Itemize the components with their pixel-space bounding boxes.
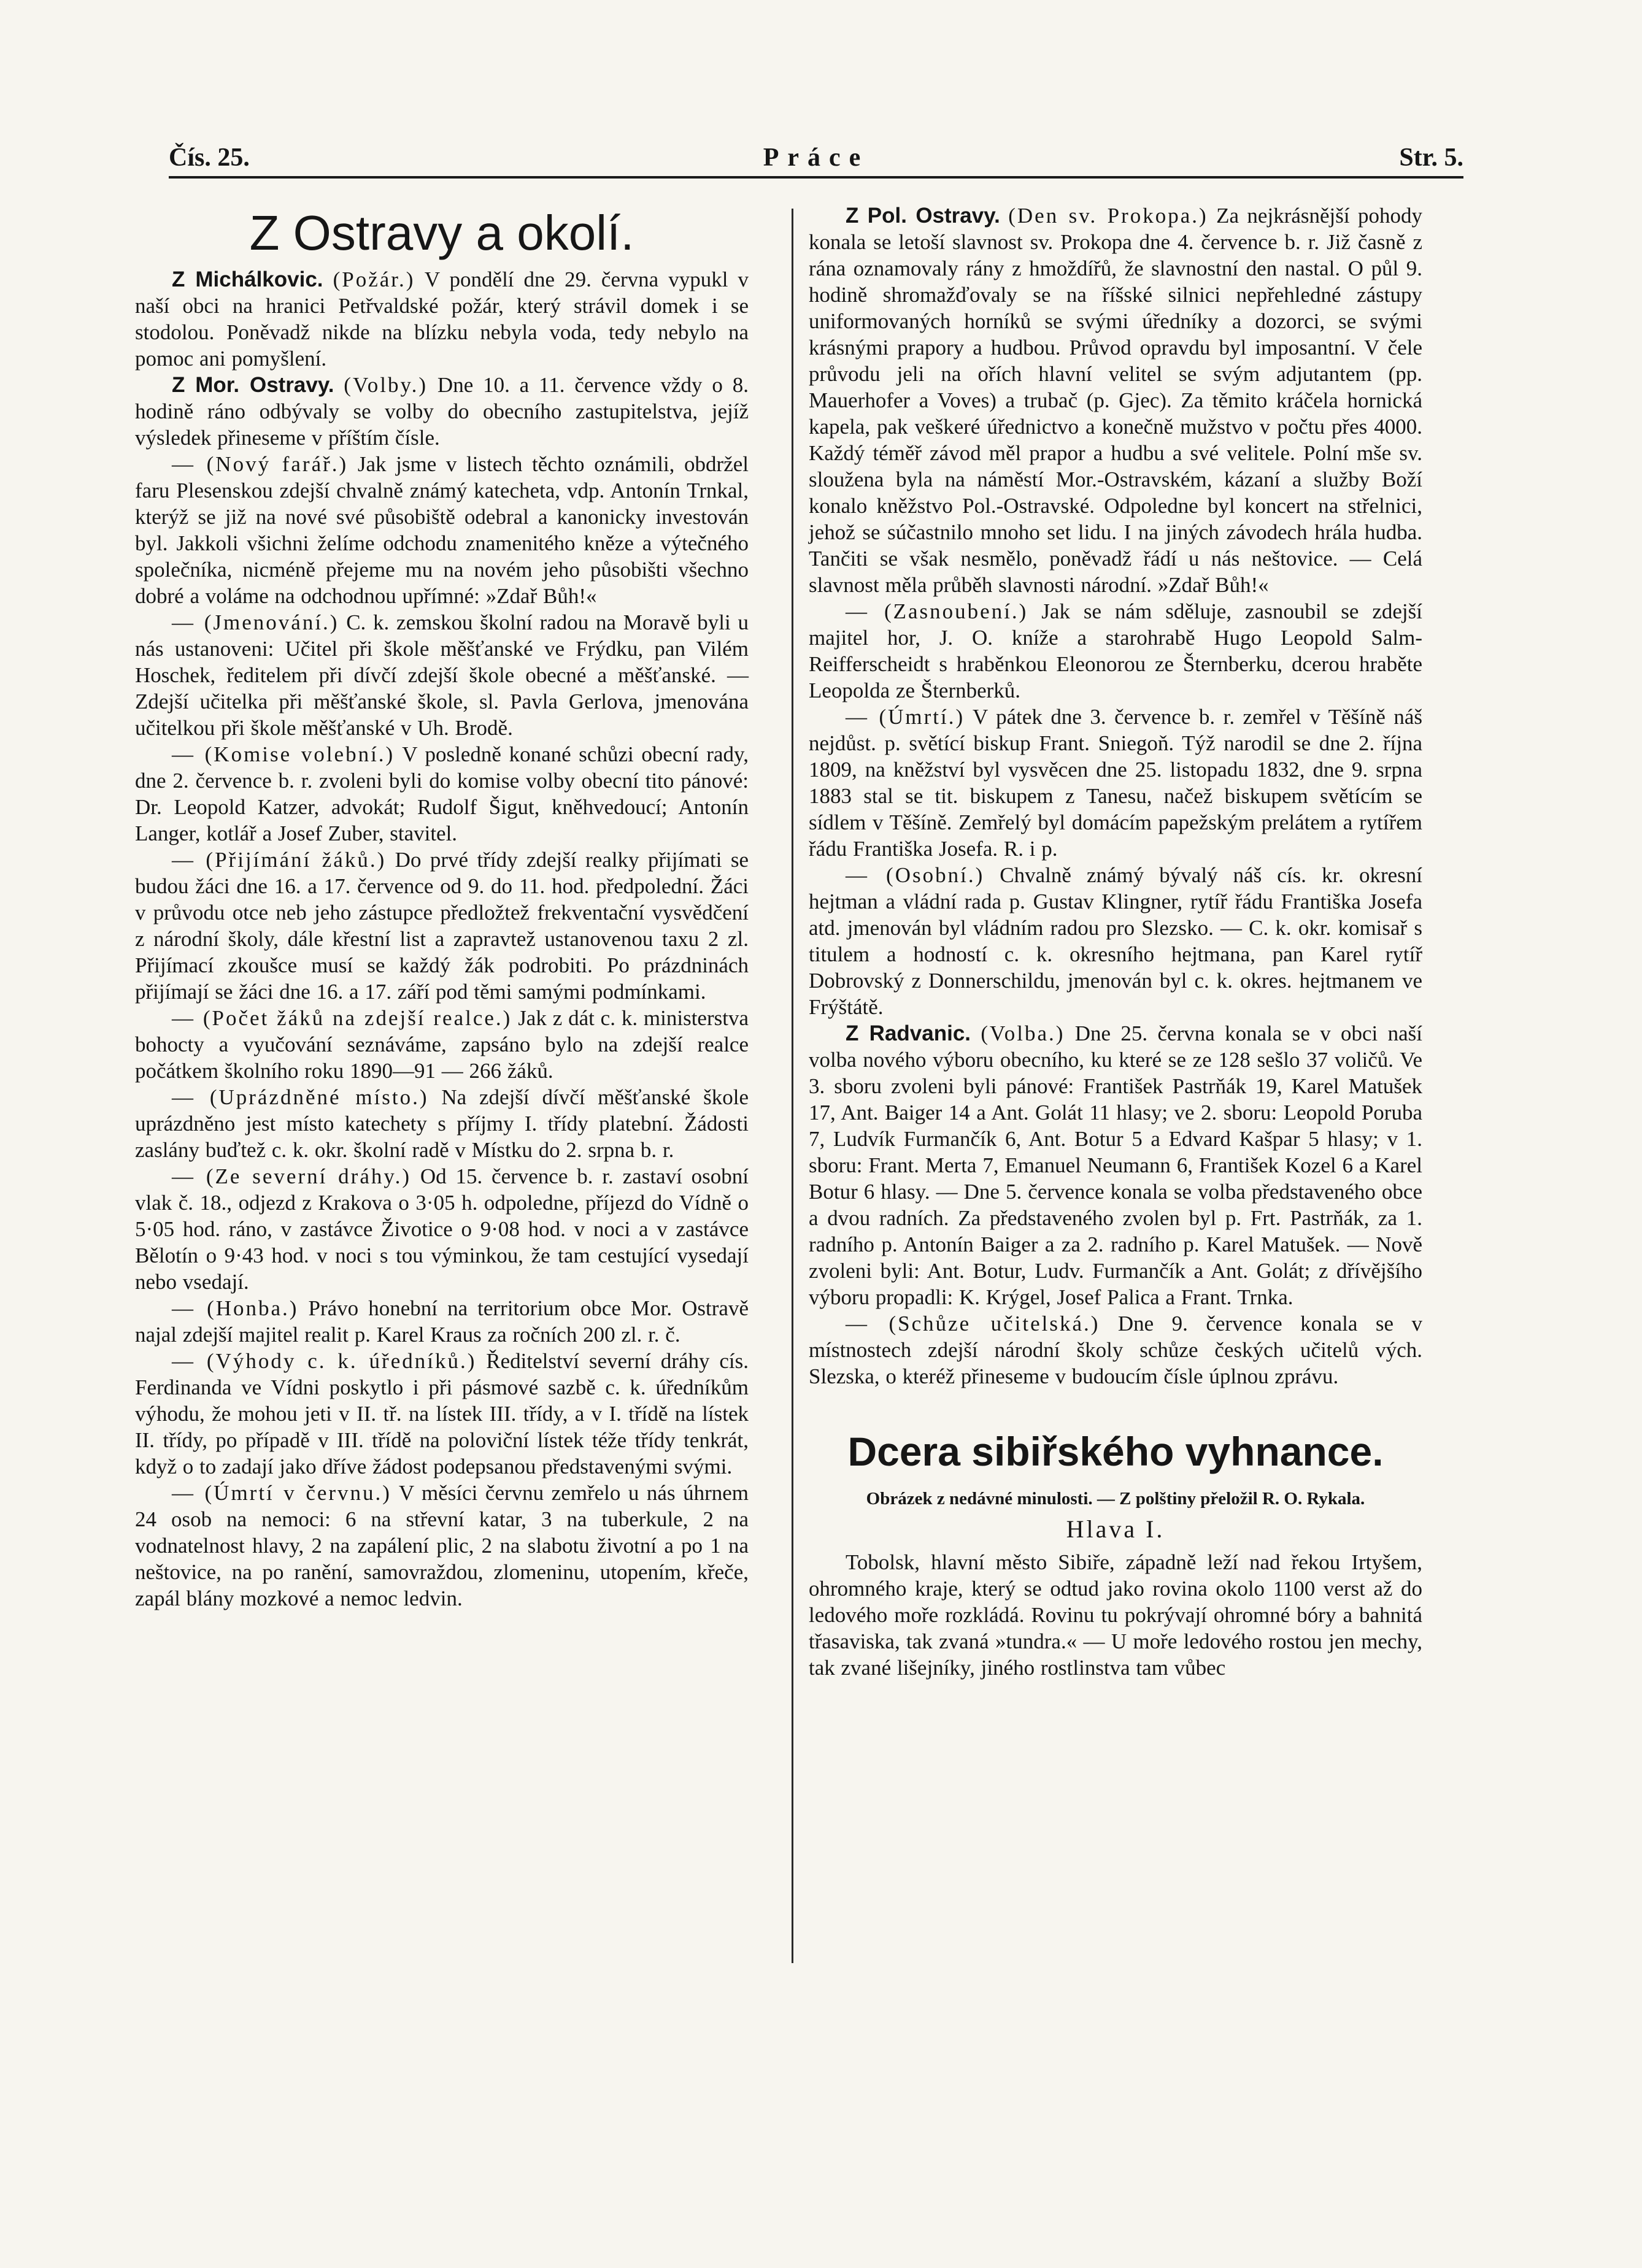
item-topic: — (Komise volební.)	[172, 742, 395, 766]
item-text: Právo honební na territorium obce Mor. Ostravě najal zdejší majitel realit p. Karel Kraus za ročních 200 zl. r. č.	[135, 1296, 749, 1347]
story-byline: Obrázek z nedávné minulosti. — Z polštiny přeložil R. O. Rykala.	[866, 1489, 1365, 1509]
item-topic: — (Nový farář.)	[172, 452, 349, 476]
item-text: Na zdejší dívčí měšťanské škole uprázdněno jest místo katechety s příjmy I. třídy platební. Žádosti zaslány buďtež c. k. okr. školní radě v Místku do 2. srpna b. r.	[135, 1085, 749, 1162]
news-item	[135, 266, 749, 372]
item-topic: (Požár.)	[333, 267, 415, 291]
left-column	[135, 202, 749, 1612]
item-topic: — (Počet žáků na zdejší realce.)	[172, 1006, 512, 1030]
item-topic: — (Úmrtí v červnu.)	[172, 1481, 391, 1505]
news-item	[135, 1480, 749, 1612]
news-item	[135, 372, 749, 451]
news-item	[135, 1005, 749, 1084]
issue-number: Čís. 25.	[169, 144, 250, 172]
item-heading: Z Michálkovic.	[172, 267, 323, 291]
item-topic: — (Osobní.)	[846, 863, 985, 887]
page-header	[169, 138, 1463, 179]
item-text: Jak jsme v listech těchto oznámili, obdržel faru Plesenskou zdejší chvalně známý katecheta, vdp. Antonín Trnkal, kterýž se již na nové své působiště odebral a kanonicky investován byl. Jakkoli všichni želíme odchodu znamenitého kněze a výtečného společníka, nicméně přejeme mu na novém jeho působišti všechno dobré a voláme na odchodnou upřímné: »Zdař Bůh!«	[135, 452, 749, 608]
news-item	[809, 1020, 1422, 1310]
item-topic: — (Ze severní dráhy.)	[172, 1164, 411, 1188]
item-topic: (Volby.)	[344, 373, 428, 397]
item-text: Dne 10. a 11. července vždy o 8. hodině ráno odbývaly se volby do obecního zastupitelstva, jejíž výsledek přineseme v příštím čísle.	[135, 373, 749, 450]
item-text: Za nejkrásnější pohody konala se letoší slavnost sv. Prokopa dne 4. července b. r. Již časně z rána oznamovaly rány z hmoždířů, že slavnostní den nastal. O půl 9. hodině shromažďovaly se na říšské silnici nepřehledné zástupy uniformovaných horníků se svými úředníky a dozorci, se svými krásnými prapory a hudbou. Průvod opravdu byl imposantní. V čele průvodu jeli na ořích hlavní velitel se svým adjutantem (pp. Mauerhofer a Voves) a trubač (p. Gjec). Za těmito kráčela hornická kapela, pak veškeré úřednictvo a konečně mužstvo v počtu přes 4000. Každý téměř závod měl prapor a hudbu a své velitele. Polní mše sv. sloužena byla na náměstí Mor.-Ostravském, kázaní a služby Boží konalo kněžstvo Pol.-Ostravské. Odpoledne byl koncert na střelnici, jehož se súčastnilo mnoho set lidu. I na jiných závodech hrála hudba. Tančiti se však nesmělo, poněvadž řádí u nás neštovice. — Celá slavnost měla průběh slavnosti národní. »Zdař Bůh!«	[809, 204, 1423, 597]
item-text: V posledně konané schůzi obecní rady, dne 2. července b. r. zvoleni byli do komise volby obecní tito pánové: Dr. Leopold Katzer, advokát; Rudolf Šigut, kněhvedoucí; Antonín Langer, kotlář a Josef Zuber, stavitel.	[135, 742, 749, 845]
news-item	[809, 704, 1422, 862]
item-topic: — (Uprázdněné místo.)	[172, 1085, 429, 1109]
item-topic: — (Jmenování.)	[172, 610, 339, 634]
item-text: Do prvé třídy zdejší realky přijímati se budou žáci dne 16. a 17. července od 9. do 11. hod. předpolední. Žáci v průvodu otce neb jeho zástupce předložtež frekventační vysvědčení z národní školy, dále křestní list a zapravtež ustanovenou taxu 2 zl. Přijímací zkoušce musí se každý žák podrobiti. Po prázdninách přijímají se žáci dne 16. a 17. září pod těmi samými podmínkami.	[135, 848, 749, 1004]
section-title: Z Ostravy a okolí.	[249, 206, 634, 260]
right-column	[809, 202, 1422, 1681]
newspaper-title: Práce	[763, 144, 869, 172]
item-text: Ředitelství severní dráhy cís. Ferdinanda ve Vídni poskytlo i při pásmové sazbě c. k. úředníkům výhodu, že mohou jeti v II. tř. na lístek III. třídy, a v I. třídě na lístek II. třídy, po případě v III. třídě na poloviční lístek téže třídy tenkrát, když o to zadají jako dříve žádost podepsanou představenými svými.	[135, 1349, 749, 1478]
item-topic: — (Zasnoubení.)	[846, 599, 1028, 623]
item-text: V pondělí dne 29. června vypukl v naší obci na hranici Petřvaldské požár, který strávil domek i se stodolou. Poněvadž nikde na blízku nebyla voda, tedy nebylo na pomoc ani pomyšlení.	[135, 267, 749, 371]
news-item	[135, 847, 749, 1005]
item-topic: — (Výhody c. k. úředníků.)	[172, 1349, 477, 1373]
item-topic: (Den sv. Prokopa.)	[1008, 204, 1208, 228]
item-topic: (Volba.)	[981, 1021, 1065, 1045]
item-topic: — (Honba.)	[172, 1296, 299, 1320]
news-item	[809, 598, 1422, 704]
news-item	[135, 451, 749, 609]
news-item	[809, 862, 1422, 1020]
chapter-heading: Hlava I.	[1066, 1515, 1165, 1543]
news-item	[135, 1295, 749, 1348]
news-item	[135, 1163, 749, 1295]
news-item	[809, 202, 1422, 598]
item-text: C. k. zemskou školní radou na Moravě byli u nás ustanoveni: Učitel při škole měšťanské ve Frýdku, pan Vilém Hoschek, ředitelem při dívčí zdejší škole obecné a měšťanské. — Zdejší učitelka při měšťanské škole, sl. Pavla Gerlova, jmenována učitelkou při škole měšťanské v Uh. Brodě.	[135, 610, 749, 740]
item-text: Jak se nám sděluje, zasnoubil se zdejší majitel hor, J. O. kníže a starohrabě Hugo Leopold Salm-Reifferscheidt s hraběnkou Eleonorou ze Šternberku, dcerou hraběte Leopolda ze Šternberků.	[809, 599, 1422, 702]
item-text: Chvalně známý bývalý náš cís. kr. okresní hejtman a vládní rada p. Gustav Klingner, rytíř řádu Františka Josefa atd. jmenován byl vládním radou pro Slezsko. — C. k. okr. komisař s titulem a hodností c. k. okresního hejtmana, pan Karel rytíř Dobrovský z Donnerschildu, jmenován byl c. k. okres. hejtmanem ve Frýštátě.	[809, 863, 1423, 1019]
item-text: Dne 9. července konala se v místnostech zdejší národní školy schůze českých učitelů vých. Slezska, o kteréž přineseme v budoucím čísle úplnou zprávu.	[809, 1312, 1422, 1388]
news-item	[135, 741, 749, 847]
item-text: V měsíci červnu zemřelo u nás úhrnem 24 osob na nemoci: 6 na střevní katar, 3 na tuberkule, 2 na vodnatelnost hlavy, 2 na zapálení plic, 2 na slabotu životní a po 1 na neštovice, na po ranění, samovraždou, zlomeninu, utopením, křeče, zapál blány mozkové a nemoc ledvin.	[135, 1481, 749, 1610]
item-text: V pátek dne 3. července b. r. zemřel v Těšíně náš nejdůst. p. světící biskup Frant. Sniegoň. Týž narodil se dne 2. října 1809, na kněžství byl vysvěcen dne 25. listopadu 1832, dne 9. srpna 1883 stal se tit. biskupem z Tanesu, načež biskupem světícím se sídlem v Těšíně. Zemřelý byl domácím papežským prelátem a rytířem řádu Františka Josefa. R. i p.	[809, 705, 1422, 861]
item-text: Dne 25. června konala se v obci naší volba nového výboru obecního, ku které se ze 128 sešlo 37 voličů. Ve 3. sboru zvoleni byli pánové: František Pastrňák 19, Karel Matušek 17, Ant. Baiger 14 a Ant. Golát 11 hlasy; ve 2. sboru: Leopold Poruba 7, Ludvík Furmančík 6, Ant. Botur 5 a Edvard Kašpar 5 hlasy; v 1. sboru: Frant. Merta 7, Emanuel Neumann 6, František Kozel 6 a Karel Botur 6 hlasy. — Dne 5. července konala se volba představeného obce a dvou radních. Za představeného zvolen byl p. Frt. Pastrňák, za 1. radního p. Antonín Baiger a za 2. radního p. Karel Matušek. — Nově zvoleni byli: Ant. Botur, Ludv. Furmančík a Ant. Golát; z dřívějšího výboru propadli: K. Krýgel, Josef Palica a Frant. Trnka.	[809, 1021, 1422, 1309]
item-heading: Z Mor. Ostravy.	[172, 373, 334, 397]
item-text: Jak z dát c. k. ministerstva bohocty a vyučování seznáváme, zapsáno bylo na zdejší realce počátkem školního roku 1890—91 — 266 žáků.	[135, 1006, 749, 1083]
story-title: Dcera sibiřského vyhnance.	[847, 1429, 1384, 1474]
page-number: Str. 5.	[1399, 144, 1463, 172]
item-heading: Z Radvanic.	[846, 1021, 971, 1045]
item-topic: — (Úmrtí.)	[846, 705, 965, 729]
item-heading: Z Pol. Ostravy.	[846, 204, 1000, 228]
news-item	[135, 1084, 749, 1163]
news-item	[135, 1348, 749, 1480]
item-text: Od 15. července b. r. zastaví osobní vlak č. 18., odjezd z Krakova o 3·05 h. odpoledne, příjezd do Vídně o 5·05 hod. ráno, v zastávce Životice o 9·08 hod. v noci a v zastávce Bělotín o 9·43 hod. v noci s tou výminkou, že tam cestující vysedají nebo vsedají.	[135, 1164, 749, 1294]
news-item	[135, 609, 749, 741]
news-item	[809, 1310, 1422, 1390]
column-divider	[792, 209, 793, 1963]
story-text: Tobolsk, hlavní město Sibiře, západně leží nad řekou Irtyšem, ohromného kraje, který se odtud jako rovina okolo 1100 verst až do ledového moře rozkládá. Rovinu tu pokrývají ohromné bóry a bahnitá třasaviska, tak zvaná »tundra.« — U moře ledového rostou jen mechy, tak zvané lišejníky, jiného rostlinstva tam vůbec	[809, 1550, 1422, 1680]
item-topic: — (Přijímání žáků.)	[172, 848, 387, 872]
item-topic: — (Schůze učitelská.)	[846, 1312, 1100, 1336]
